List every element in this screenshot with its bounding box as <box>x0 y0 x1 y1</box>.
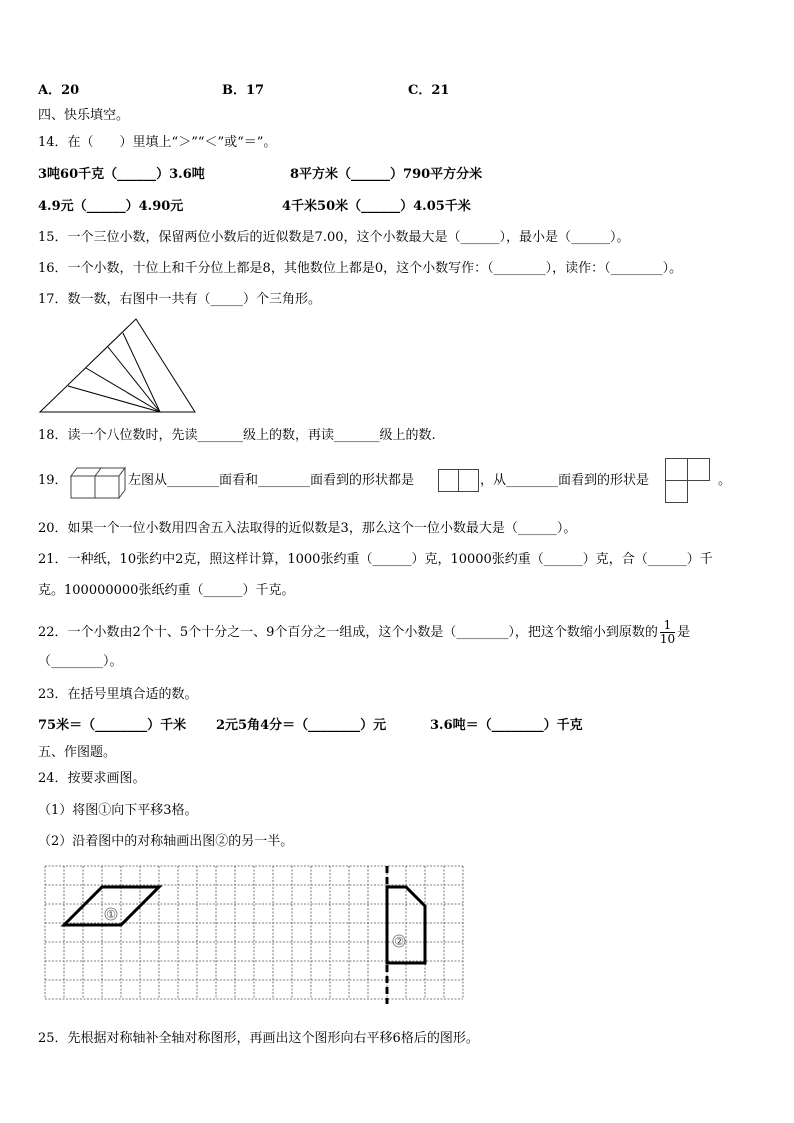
q23-stem: 23．在括号里填合适的数。 <box>38 687 198 702</box>
q25: 25．先根据对称轴补全轴对称图形，再画出这个图形向右平移6格后的图形。 <box>38 1031 479 1046</box>
q19-number: 19． <box>38 473 68 488</box>
q18: 18．读一个八位数时，先读_______级上的数，再读_______级上的数. <box>38 428 436 443</box>
q21-line-2: 克。100000000张纸约重（______）千克。 <box>38 583 295 598</box>
q24-stem: 24．按要求画图。 <box>38 771 146 786</box>
q22-fraction <box>660 619 675 646</box>
q15: 15．一个三位小数，保留两位小数后的近似数是7.00，这个小数最大是（______），最小是（______）。 <box>38 230 630 245</box>
shape-2-label: ② <box>394 935 404 948</box>
q19-cubes-figure <box>69 464 125 498</box>
q24-sub-2: （2）沿着图中的对称轴画出图②的另一半。 <box>38 834 294 849</box>
q22-text: 22．一个小数由2个十、5个十分之一、9个百分之一组成，这个小数是（________），把这个数缩小到原数的 <box>38 625 658 640</box>
q17-triangle-figure <box>38 316 208 416</box>
q19-text-2: ，从________面看到的形状是 <box>480 473 650 488</box>
q20: 20．如果一个一位小数用四舍五入法取得的近似数是3，那么这个一位小数最大是（______）。 <box>38 521 577 536</box>
q21-line-1: 21．一种纸，10张约中2克，照这样计算，1000张约重（______）克，10000张约重（______）克，合（______）千 <box>38 552 713 567</box>
q23-item-3: 3.6吨＝（________）千克 <box>430 718 583 733</box>
q24-sub-1: （1）将图①向下平移3格。 <box>38 803 198 818</box>
q23-item-2: 2元5角4分＝（________）元 <box>216 718 387 733</box>
section-4-title: 四、快乐填空。 <box>38 108 130 123</box>
q14-item-3: 4.9元（______）4.90元 <box>38 199 184 214</box>
q14-item-1: 3吨60千克（______）3.6吨 <box>38 167 205 182</box>
section-5-title: 五、作图题。 <box>38 745 117 760</box>
q24-grid <box>45 866 465 1006</box>
q22-text-end: 是 <box>677 625 691 640</box>
q23-item-1: 75米＝（________）千米 <box>38 718 187 733</box>
q14-stem: 14．在（ ）里填上“＞”“＜”或“＝”。 <box>38 135 277 150</box>
option-b: B．17 <box>222 83 265 98</box>
option-c: C．21 <box>408 83 450 98</box>
q14-item-2: 8平方米（______）790平方分米 <box>290 167 483 182</box>
option-a: A．20 <box>38 83 80 98</box>
q19-top-view-figure <box>665 458 711 504</box>
fraction-denominator: 10 <box>659 632 676 646</box>
q17: 17．数一数，右图中一共有（_____）个三角形。 <box>38 292 322 307</box>
q19-text-1: 左图从________面看和________面看到的形状都是 <box>128 473 415 488</box>
q22-line-1 <box>38 619 690 646</box>
q19-text-3: 。 <box>718 473 732 488</box>
q19-front-view-figure <box>438 469 480 493</box>
q16: 16．一个小数，十位上和千分位上都是8，其他数位上都是0，这个小数写作：（________），读作：（________）。 <box>38 261 683 276</box>
fraction-numerator: 1 <box>660 619 675 633</box>
shape-1-label: ① <box>106 908 116 921</box>
q14-item-4: 4千米50米（______）4.05千米 <box>282 199 471 214</box>
q22-line-2: （________）。 <box>38 654 123 669</box>
